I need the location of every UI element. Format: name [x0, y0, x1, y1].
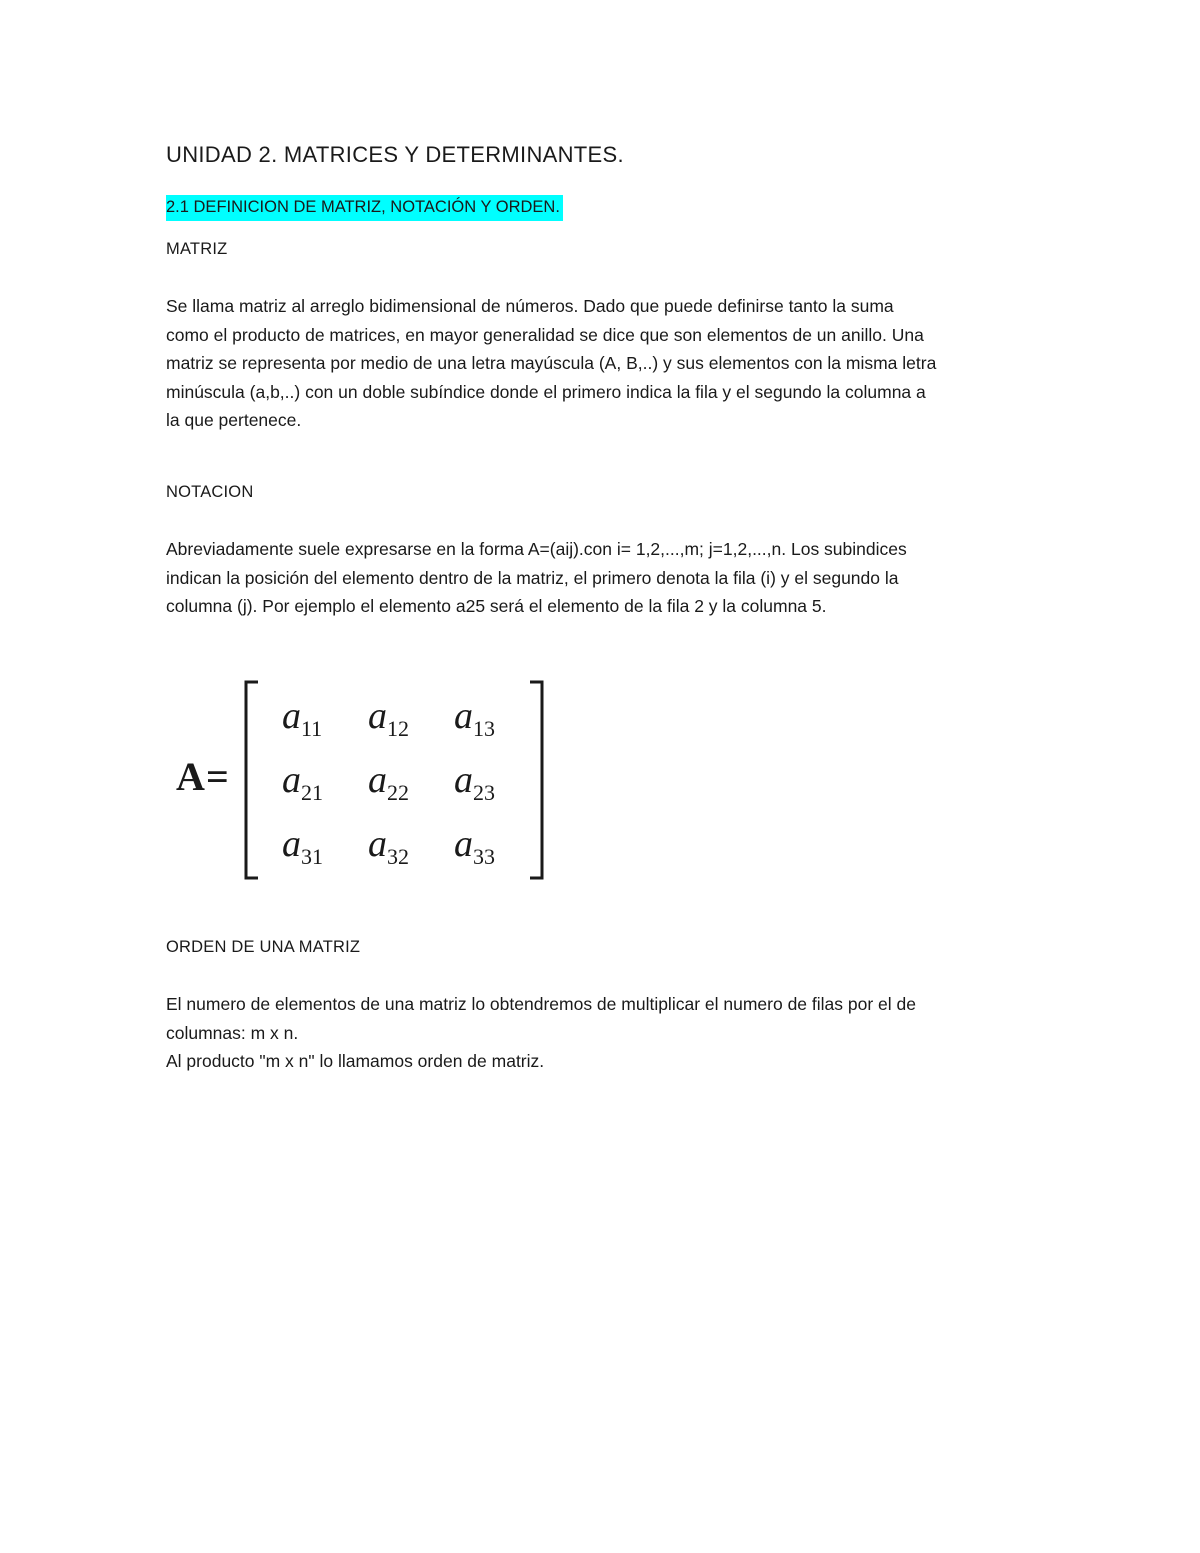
matrix-figure: [170, 676, 560, 886]
paragraph-line: Abreviadamente suele expresarse en la forma A=(aij).con i= 1,2,...,m; j=1,2,...,n. Los subindices: [166, 539, 907, 559]
heading-matriz: MATRIZ: [166, 240, 228, 258]
matrix-element-a31: [282, 823, 323, 869]
document-title: UNIDAD 2. MATRICES Y DETERMINANTES.: [166, 142, 624, 167]
matrix-equals-sign: =: [206, 754, 229, 799]
matrix-svg: [170, 676, 560, 886]
matrix-element-subscript: 32: [387, 844, 409, 869]
matrix-element-subscript: 13: [473, 716, 495, 741]
matrix-element-letter: a: [454, 695, 473, 737]
matrix-left-bracket: [246, 682, 258, 878]
paragraph-line: minúscula (a,b,..) con un doble subíndice donde el primero indica la fila y el segundo la columna a: [166, 381, 926, 402]
matrix-element-subscript: 22: [387, 780, 409, 805]
matrix-element-a11: [282, 695, 322, 741]
paragraph-line: columna (j). Por ejemplo el elemento a25 será el elemento de la fila 2 y la columna 5.: [166, 596, 827, 616]
matrix-right-bracket: [530, 682, 542, 878]
paragraph-line: indican la posición del elemento dentro de la matriz, el primero denota la fila (i) y el segundo la: [166, 567, 899, 588]
matrix-element-subscript: 23: [473, 780, 495, 805]
matrix-element-subscript: 12: [387, 716, 409, 741]
matrix-name: A: [176, 754, 205, 799]
paragraph-line: columnas: m x n.: [166, 1022, 299, 1043]
paragraph-notacion: [166, 535, 1046, 621]
matrix-element-a33: [454, 823, 495, 869]
paragraph-line: Al producto "m x n" lo llamamos orden de matriz.: [166, 1051, 545, 1071]
matrix-element-letter: a: [282, 695, 301, 737]
matrix-element-subscript: 33: [473, 844, 495, 869]
matrix-element-a23: [454, 759, 495, 805]
matrix-element-letter: a: [282, 759, 301, 801]
paragraph-matriz: [166, 292, 1046, 435]
matrix-element-letter: a: [368, 695, 387, 737]
heading-notacion: NOTACION: [166, 483, 254, 501]
matrix-element-a22: [368, 759, 409, 805]
matrix-element-letter: a: [454, 823, 473, 865]
paragraph-line: matriz se representa por medio de una letra mayúscula (A, B,..) y sus elementos con la misma letra: [166, 353, 937, 373]
section-subtitle-highlighted: 2.1 DEFINICION DE MATRIZ, NOTACIÓN Y ORDEN.: [166, 195, 563, 221]
paragraph-line: El numero de elementos de una matriz lo obtendremos de multiplicar el numero de filas por el de: [166, 994, 916, 1014]
matrix-element-letter: a: [368, 823, 387, 865]
paragraph-line: la que pertenece.: [166, 410, 302, 430]
matrix-element-letter: a: [368, 759, 387, 801]
paragraph-line: Se llama matriz al arreglo bidimensional de números. Dado que puede definirse tanto la suma: [166, 296, 894, 316]
matrix-element-a13: [454, 695, 495, 741]
paragraph-line: como el producto de matrices, en mayor generalidad se dice que son elementos de un anillo. Una: [166, 324, 924, 345]
matrix-element-a32: [368, 823, 409, 869]
matrix-element-letter: a: [282, 823, 301, 865]
matrix-element-letter: a: [454, 759, 473, 801]
matrix-element-a12: [368, 695, 409, 741]
paragraph-orden: [166, 990, 1046, 1076]
matrix-element-subscript: 11: [301, 716, 323, 741]
matrix-element-a21: [282, 759, 323, 805]
heading-orden: ORDEN DE UNA MATRIZ: [166, 938, 361, 956]
matrix-cells: [282, 695, 495, 869]
matrix-element-subscript: 31: [301, 844, 323, 869]
matrix-element-subscript: 21: [301, 780, 323, 805]
